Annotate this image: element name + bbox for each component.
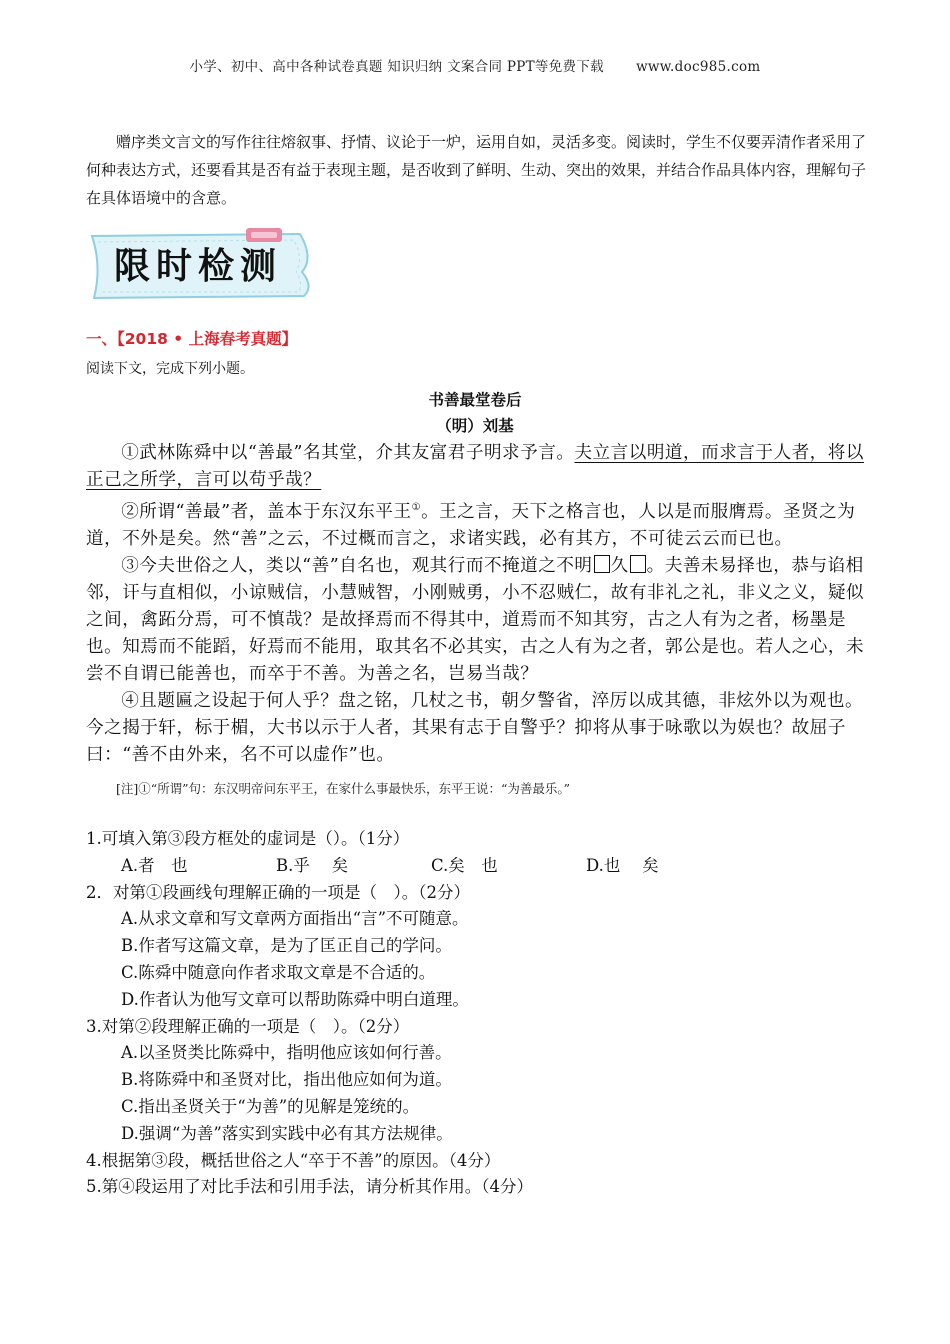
question-2: 2．对第①段画线句理解正确的一项是（ ）。（2分）	[86, 882, 470, 902]
option-a: A.者 也	[121, 855, 188, 875]
passage-title: 书善最堂卷后	[428, 391, 522, 409]
section-heading	[86, 327, 297, 349]
option-d: D.也 矣	[586, 855, 659, 875]
option-b: B.将陈舜中和圣贤对比，指出他应如何为道。	[121, 1070, 452, 1090]
badge-label: 限时检测	[114, 246, 283, 287]
section-badge	[88, 228, 320, 302]
question-list	[86, 826, 876, 1201]
reading-instruction: 阅读下文，完成下列小题。	[86, 361, 254, 377]
option-d: D.作者认为他写文章可以帮助陈舜中明白道理。	[121, 989, 469, 1009]
question-3: 3.对第②段理解正确的一项是（ ）。（2分）	[86, 1016, 410, 1036]
question-1: 1.可填入第③段方框处的虚词是（）。（1分）	[86, 829, 410, 848]
page-header	[0, 55, 950, 75]
header-url: www.doc985.com	[636, 59, 761, 75]
option-d: D.强调“为善”落实到实践中必有其方法规律。	[121, 1123, 453, 1143]
blank-box	[630, 555, 646, 573]
footnote-marker: ①	[411, 502, 422, 513]
paragraph-2: ②所谓“善最”者，盖本于东汉东平王①。王之言，天下之格言也，人以是而服膺焉。圣贤之为道，不外是矣。然“善”之云，不过概而言之，求诸实践，必有其方，不可徒云云而已也。	[86, 501, 856, 549]
underlined-sentence: 夫立言以明道，而求言于人者，将以正己之所学，言可以苟乎哉？	[86, 443, 864, 490]
header-text: 小学、初中、高中各种试卷真题 知识归纳 文案合同 PPT等免费下载	[189, 59, 604, 75]
blank-box	[594, 555, 610, 573]
question-5: 5.第④段运用了对比手法和引用手法，请分析其作用。（4分）	[86, 1177, 533, 1197]
paragraph-1: ①武林陈舜中以“善最”名其堂，介其友富君子明求予言。夫立言以明道，而求言于人者，将以正己之所学，言可以苟乎哉？	[86, 443, 864, 490]
question-4: 4.根据第③段，概括世俗之人“卒于不善”的原因。（4分）	[86, 1150, 501, 1170]
paragraph-3: ③今夫世俗之人，类以“善”自名也，观其行而不掩道之不明 久 。夫善未易择也，恭与谄相邻，讦与直相似，小谅贼信，小慧贼智，小刚贼勇，小不忍贼仁，故有非礼之礼，非义之义，疑似之间，禽跖分焉，可不慎哉？是故择焉而不得其中，道焉而不知其穷，古之人有为之者，杨墨是也。知焉而不能蹈，好焉而不能用，取其名不必其实，古之人有为之者，郭公是也。若人之心，未尝不自谓已能善也，而卒于不善。为善之名，岂易当哉？	[86, 555, 865, 684]
option-c: C.指出圣贤关于“为善”的见解是笼统的。	[121, 1096, 420, 1116]
option-a: A.以圣贤类比陈舜中，指明他应该如何行善。	[121, 1043, 452, 1063]
section-number: 一、	[86, 330, 118, 348]
section-title: 【2018 • 上海春考真题】	[117, 330, 298, 348]
option-c: C.矣 也	[431, 855, 498, 875]
paragraph-4: ④且题匾之设起于何人乎？盘之铭，几杖之书，朝夕警省，淬厉以成其德，非炫外以为观也。今之揭于轩，标于楣，大书以示于人者，其果有志于自警乎？抑将从事于咏歌以为娱也？故屈子曰：“善不由外来，名不可以虚作”也。	[86, 690, 864, 765]
passage-author: （明）刘基	[436, 417, 514, 435]
option-c: C.陈舜中随意向作者求取文章是不合适的。	[121, 962, 436, 982]
question-1-options	[86, 853, 876, 880]
passage-body	[86, 440, 866, 769]
option-b: B.作者写这篇文章，是为了匡正自己的学问。	[121, 936, 452, 956]
option-b: B.乎 矣	[276, 855, 349, 875]
option-a: A.从求文章和写文章两方面指出“言”不可随意。	[121, 909, 469, 929]
footnote: [注]①“所谓”句：东汉明帝问东平王，在家什么事最快乐，东平王说：“为善最乐。”	[116, 781, 571, 796]
intro-paragraph: 赠序类文言文的写作往往熔叙事、抒情、议论于一炉，运用自如，灵活多变。阅读时，学生不仅要弄清作者采用了何种表达方式，还要看其是否有益于表现主题，是否收到了鲜明、生动、突出的效果，并结合作品具体内容，理解句子在具体语境中的含意。	[86, 133, 867, 207]
